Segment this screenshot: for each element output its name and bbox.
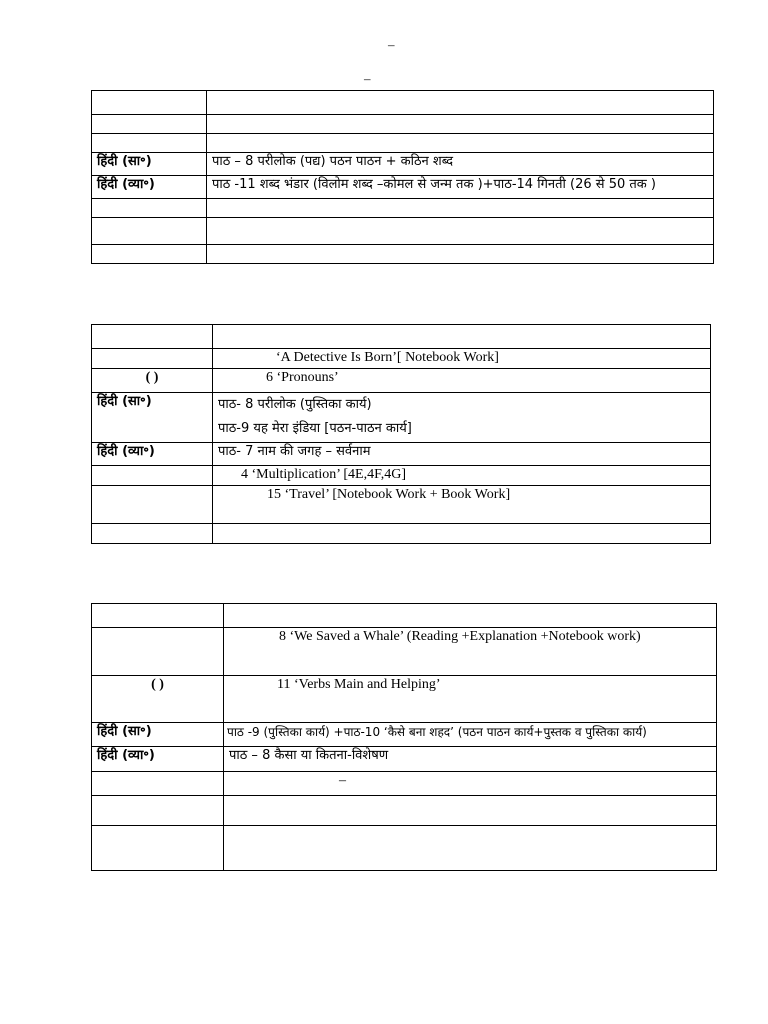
subject-cell [92, 199, 207, 218]
chapter-text: पाठ- 8 परीलोक (पुस्तिका कार्य) [218, 397, 372, 412]
subject-cell [92, 245, 207, 264]
table-row [92, 772, 717, 796]
table-row [92, 604, 717, 628]
table-row [92, 134, 714, 153]
subject-cell [92, 91, 207, 115]
content-cell [213, 486, 711, 524]
chapter-text: ‘A Detective Is Born’[ Notebook Work] [276, 350, 499, 365]
subject-cell: ( ) [92, 676, 224, 723]
subject-cell: हिंदी (सा॰) [92, 723, 224, 747]
table-row [92, 245, 714, 264]
content-cell [224, 604, 717, 628]
table-row [92, 199, 714, 218]
subject-cell [92, 134, 207, 153]
subject-cell [92, 524, 213, 544]
content-cell: पाठ – 8 परीलोक (पद्य) पठन पाठन + कठिन शब्द [207, 153, 714, 176]
content-cell [207, 134, 714, 153]
content-cell: पाठ -11 शब्द भंडार (विलोम शब्द –कोमल से जन्म तक )+पाठ-14 गिनती (26 से 50 तक ) [207, 176, 714, 199]
subject-cell [92, 772, 224, 796]
chapter-text: 8 ‘We Saved a Whale’ (Reading +Explanation +Notebook work) [279, 629, 641, 644]
dash-text: – [339, 773, 346, 788]
table-row [92, 218, 714, 245]
content-cell [207, 199, 714, 218]
subject-cell [92, 218, 207, 245]
table-row [92, 796, 717, 826]
table-row [92, 826, 717, 871]
table-row [92, 91, 714, 115]
chapter-text: पाठ-9 यह मेरा इंडिया [पठन-पाठन कार्य] [218, 421, 412, 436]
subject-cell [92, 466, 213, 486]
table-row [92, 747, 717, 772]
timetable-3 [91, 603, 717, 871]
table-row [92, 325, 711, 349]
table-row [92, 486, 711, 524]
subject-cell [92, 796, 224, 826]
table-row [92, 524, 711, 544]
content-cell [213, 369, 711, 393]
content-cell [224, 826, 717, 871]
subject-cell: हिंदी (व्या॰) [92, 176, 207, 199]
subject-cell: हिंदी (सा॰) [92, 153, 207, 176]
timetable-2 [91, 324, 711, 544]
content-cell: पाठ -9 (पुस्तिका कार्य) +पाठ-10 ‘कैसे बना शहद’ (पठन पाठन कार्य+पुस्तक व पुस्तिका कार्य) [224, 723, 717, 747]
content-cell [213, 393, 711, 443]
content-cell: पाठ- 7 नाम की जगह – सर्वनाम [213, 443, 711, 466]
content-cell [213, 466, 711, 486]
subject-cell [92, 486, 213, 524]
timetable-1 [91, 90, 714, 264]
content-cell [207, 115, 714, 134]
chapter-text: 11 ‘Verbs Main and Helping’ [277, 677, 441, 692]
subject-cell [92, 628, 224, 676]
subject-cell: ( ) [92, 369, 213, 393]
table-row [92, 443, 711, 466]
content-cell: पाठ – 8 कैसा या कितना-विशेषण [224, 747, 717, 772]
header-dash-top: – [388, 37, 395, 52]
content-cell [224, 676, 717, 723]
chapter-text: 4 ‘Multiplication’ [4E,4F,4G] [241, 467, 407, 482]
header-dash-second: – [364, 71, 371, 86]
table-row [92, 176, 714, 199]
subject-cell: हिंदी (व्या॰) [92, 443, 213, 466]
table-row [92, 349, 711, 369]
table-row [92, 723, 717, 747]
subject-cell [92, 115, 207, 134]
content-cell [224, 772, 717, 796]
content-cell [213, 325, 711, 349]
table-row [92, 676, 717, 723]
table-row [92, 393, 711, 443]
content-cell [207, 245, 714, 264]
table-row [92, 153, 714, 176]
table-row [92, 115, 714, 134]
content-cell [213, 349, 711, 369]
table-row [92, 466, 711, 486]
content-cell [224, 628, 717, 676]
table-row [92, 369, 711, 393]
subject-cell [92, 325, 213, 349]
subject-cell [92, 826, 224, 871]
content-cell [207, 91, 714, 115]
subject-cell: हिंदी (व्या॰) [92, 747, 224, 772]
subject-cell [92, 604, 224, 628]
content-cell [207, 218, 714, 245]
content-cell [224, 796, 717, 826]
subject-cell: हिंदी (सा॰) [92, 393, 213, 443]
content-cell [213, 524, 711, 544]
chapter-text: 15 ‘Travel’ [Notebook Work + Book Work] [267, 487, 511, 502]
chapter-text: 6 ‘Pronouns’ [266, 370, 339, 385]
subject-cell [92, 349, 213, 369]
table-row [92, 628, 717, 676]
